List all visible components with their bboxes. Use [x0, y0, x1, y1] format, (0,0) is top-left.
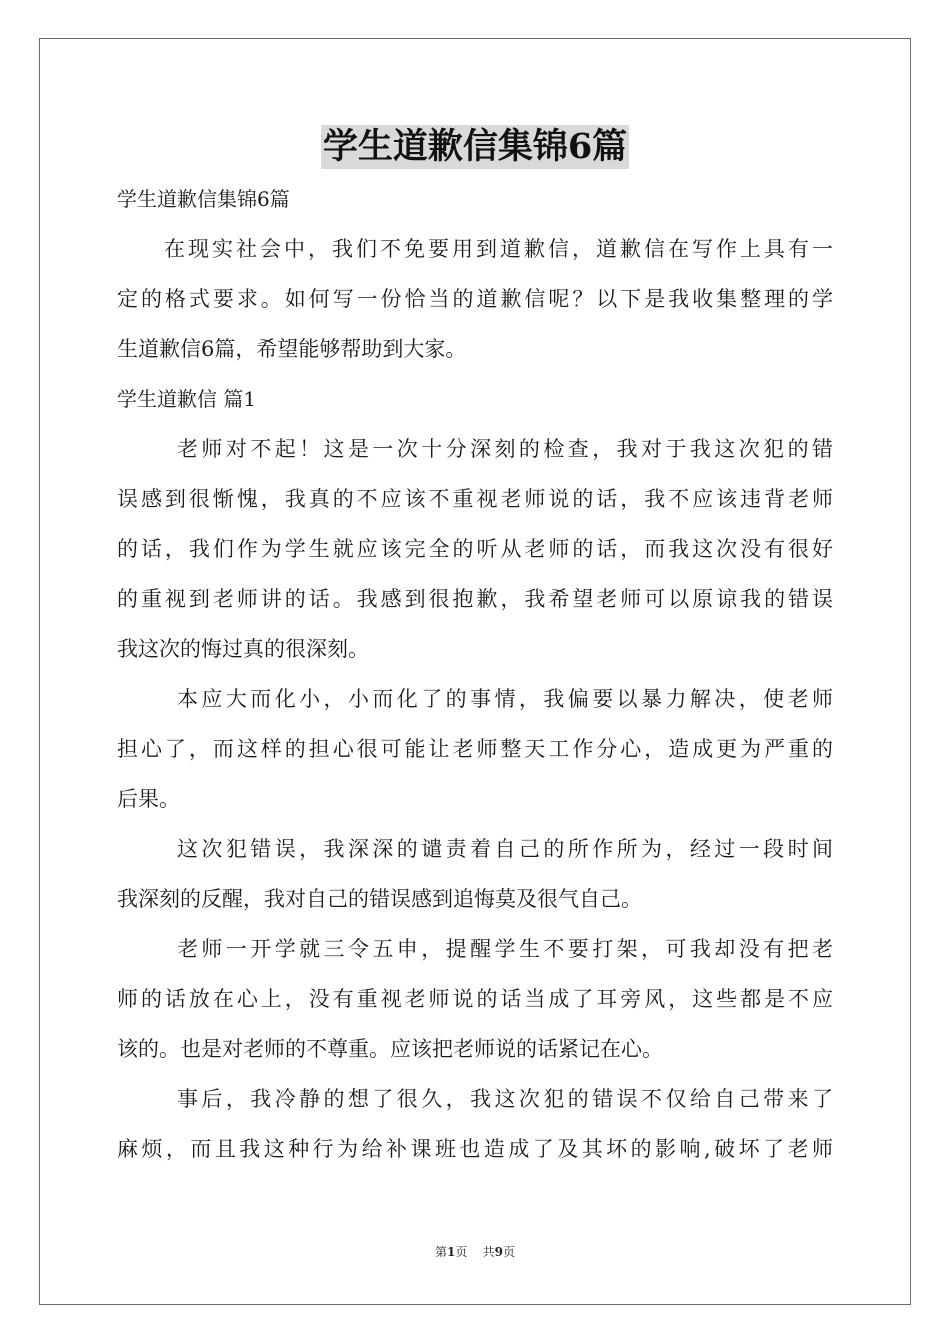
intro-line: 生道歉信6篇，希望能够帮助到大家。: [117, 337, 467, 361]
document-subtitle: 学生道歉信集锦6篇: [117, 187, 290, 211]
document-body: [117, 174, 833, 1174]
paragraph-line: 我这次的悔过真的很深刻。: [117, 637, 369, 661]
total-pages: 9: [494, 1245, 503, 1259]
paragraph-line: 事后，我冷静的想了很久，我这次犯的错误不仅给自己带来了: [177, 1087, 833, 1111]
page-number: 1: [446, 1245, 456, 1259]
paragraph-line: 这次犯错误，我深深的谴责着自己的所作所为，经过一段时间: [177, 837, 833, 861]
paragraph-line: 我深刻的反醒，我对自己的错误感到追悔莫及很气自己。: [117, 887, 642, 911]
paragraph-line: 麻烦，而且我这种行为给补课班也造成了及其坏的影响,破坏了老师: [117, 1137, 833, 1161]
paragraph-line: 老师一开学就三令五申，提醒学生不要打架，可我却没有把老: [177, 937, 833, 961]
section-heading: 学生道歉信 篇1: [117, 387, 257, 411]
total-unit: 页: [503, 1245, 516, 1259]
document-title: 学生道歉信集锦6篇: [322, 126, 628, 167]
paragraph-line: 师的话放在心上，没有重视老师说的话当成了耳旁风，这些都是不应: [117, 987, 833, 1011]
intro-line: 定的格式要求。如何写一份恰当的道歉信呢？以下是我收集整理的学: [117, 287, 833, 311]
paragraph-line: 后果。: [117, 787, 180, 811]
paragraph-line: 误感到很惭愧，我真的不应该不重视老师说的话，我不应该违背老师: [117, 487, 833, 511]
total-prefix: 共: [482, 1245, 495, 1259]
paragraph-line: 的重视到老师讲的话。我感到很抱歉，我希望老师可以原谅我的错误: [117, 587, 833, 611]
title-container: [0, 125, 950, 169]
paragraph-line: 该的。也是对老师的不尊重。应该把老师说的话紧记在心。: [117, 1037, 663, 1061]
paragraph-line: 的话，我们作为学生就应该完全的听从老师的话，而我这次没有很好: [117, 537, 833, 561]
paragraph-line: 担心了，而这样的担心很可能让老师整天工作分心，造成更为严重的: [117, 737, 833, 761]
paragraph-line: 老师对不起！这是一次十分深刻的检查，我对于我这次犯的错: [177, 437, 833, 461]
paragraph-line: 本应大而化小，小而化了的事情，我偏要以暴力解决，使老师: [177, 687, 833, 711]
page-prefix: 第: [434, 1245, 447, 1259]
page-unit: 页: [455, 1245, 468, 1259]
page-footer: [0, 1243, 950, 1260]
intro-line: 在现实社会中，我们不免要用到道歉信，道歉信在写作上具有一: [164, 237, 833, 261]
